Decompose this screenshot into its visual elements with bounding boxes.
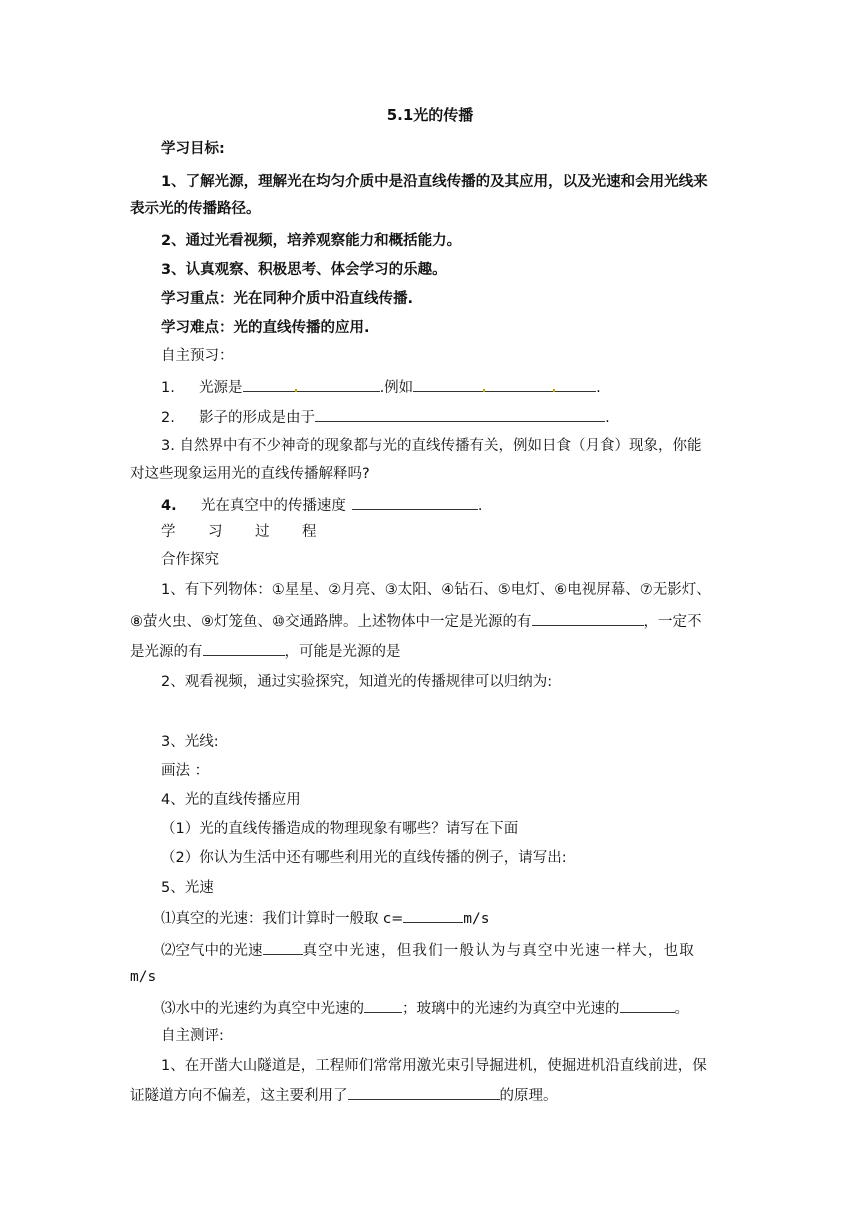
light-speed-2-unit: m/s (130, 969, 157, 985)
objective-2: 2、通过光看视频，培养观察能力和概括能力。 (161, 233, 462, 249)
cooperate-3: 3、光线: (161, 734, 219, 750)
question-number: 2. (161, 410, 175, 426)
process-char: 习 (208, 524, 223, 540)
question-text: . (477, 498, 483, 514)
question-text: ⑵空气中的光速 (161, 943, 263, 959)
answer-blank[interactable] (403, 907, 463, 923)
difficulty: 学习难点：光的直线传播的应用. (161, 320, 370, 336)
question-text: . (605, 410, 610, 426)
light-speed-2 (161, 939, 860, 961)
answer-blank[interactable] (203, 640, 285, 656)
preview-question-3-line-2: 对这些现象运用光的直线传播解释吗? (130, 466, 370, 482)
question-text: 影子的形成是由于 (199, 410, 316, 426)
question-text: 光源是 (199, 380, 243, 396)
answer-blank[interactable] (315, 406, 605, 422)
cooperate-3-draw: 画法 ： (161, 763, 210, 779)
key-point: 学习重点：光在同种介质中沿直线传播. (161, 291, 414, 307)
question-text: ，一定不 (643, 614, 702, 630)
cooperate-1-line-3 (130, 640, 860, 662)
cooperate-4: 4、光的直线传播应用 (161, 792, 301, 808)
preview-question-2 (161, 406, 860, 428)
preview-question-4 (161, 494, 860, 516)
answer-blank[interactable] (243, 376, 380, 392)
question-text: 是光源的有 (130, 644, 203, 660)
answer-blank[interactable] (263, 939, 303, 955)
cooperate-2: 2、观看视频，通过实验探究，知道光的传播规律可以归纳为: (161, 674, 553, 690)
question-number: 1. (161, 380, 175, 396)
question-text: . (596, 380, 601, 396)
cooperate-heading: 合作探究 (161, 552, 219, 568)
objective-1-line-1: 1、了解光源，理解光在均匀介质中是沿直线传播的及其应用，以及光速和会用光线来 (161, 174, 708, 190)
unit: m/s (463, 911, 490, 927)
question-text: ⑶水中的光速约为真空中光速的 (161, 1001, 364, 1017)
objective-1-line-2: 表示光的传播路径。 (130, 201, 261, 217)
answer-blank[interactable] (413, 376, 596, 392)
cooperate-5: 5、光速 (161, 880, 214, 896)
process-char: 学 (161, 524, 176, 540)
preview-heading: 自主预习： (161, 348, 234, 364)
question-text: 光在真空中的传播速度 (200, 498, 346, 514)
question-number: 4. (161, 498, 177, 514)
process-char: 过 (255, 524, 270, 540)
cooperate-4-2: （2）你认为生活中还有哪些利用光的直线传播的例子，请写出: (161, 850, 567, 866)
process-heading (161, 522, 860, 542)
cooperate-1-line-2 (130, 610, 860, 632)
question-text: ⑧萤火虫、⑨灯笼鱼、⑩交通路牌。上述物体中一定是光源的有 (130, 614, 532, 630)
question-text: ，可能是光源的是 (284, 644, 401, 660)
answer-blank[interactable] (352, 494, 478, 510)
question-text: .例如 (379, 380, 414, 396)
question-text: 证隧道方向不偏差，这主要利用了 (130, 1088, 348, 1104)
preview-question-1 (161, 376, 860, 398)
question-text: ；玻璃中的光速约为真空中光速的 (402, 1001, 620, 1017)
light-speed-1 (161, 907, 860, 929)
test-1-line-2 (130, 1084, 860, 1106)
answer-blank[interactable] (364, 997, 402, 1013)
page-title: 5.1光的传播 (386, 106, 474, 124)
light-speed-3 (161, 997, 860, 1019)
answer-blank[interactable] (348, 1084, 500, 1100)
question-text: 的原理。 (499, 1088, 558, 1104)
test-1-line-1: 1、在开凿大山隧道是，工程师们常常用激光束引导掘进机，使掘进机沿直线前进，保 (161, 1058, 707, 1074)
cooperate-4-1: （1）光的直线传播造成的物理现象有哪些？请写在下面 (161, 821, 519, 837)
process-char: 程 (302, 524, 317, 540)
question-text: 。 (674, 1001, 689, 1017)
question-text: ⑴真空的光速：我们计算时一般取 c= (161, 911, 404, 927)
test-heading: 自主测评: (161, 1028, 224, 1044)
answer-blank[interactable] (532, 610, 644, 626)
question-text: 真空中光速，但我们一般认为与真空中光速一样大，也取 (302, 943, 695, 959)
answer-blank[interactable] (620, 997, 675, 1013)
objective-3: 3、认真观察、积极思考、体会学习的乐趣。 (161, 262, 447, 278)
cooperate-1-line-1: 1、有下列物体：①星星、②月亮、③太阳、④钻石、⑤电灯、⑥电视屏幕、⑦无影灯、 (161, 582, 711, 598)
preview-question-3-line-1: 3. 自然界中有不少神奇的现象都与光的直线传播有关，例如日食（月食）现象，你能 (161, 438, 702, 454)
objectives-heading: 学习目标: (161, 141, 225, 157)
